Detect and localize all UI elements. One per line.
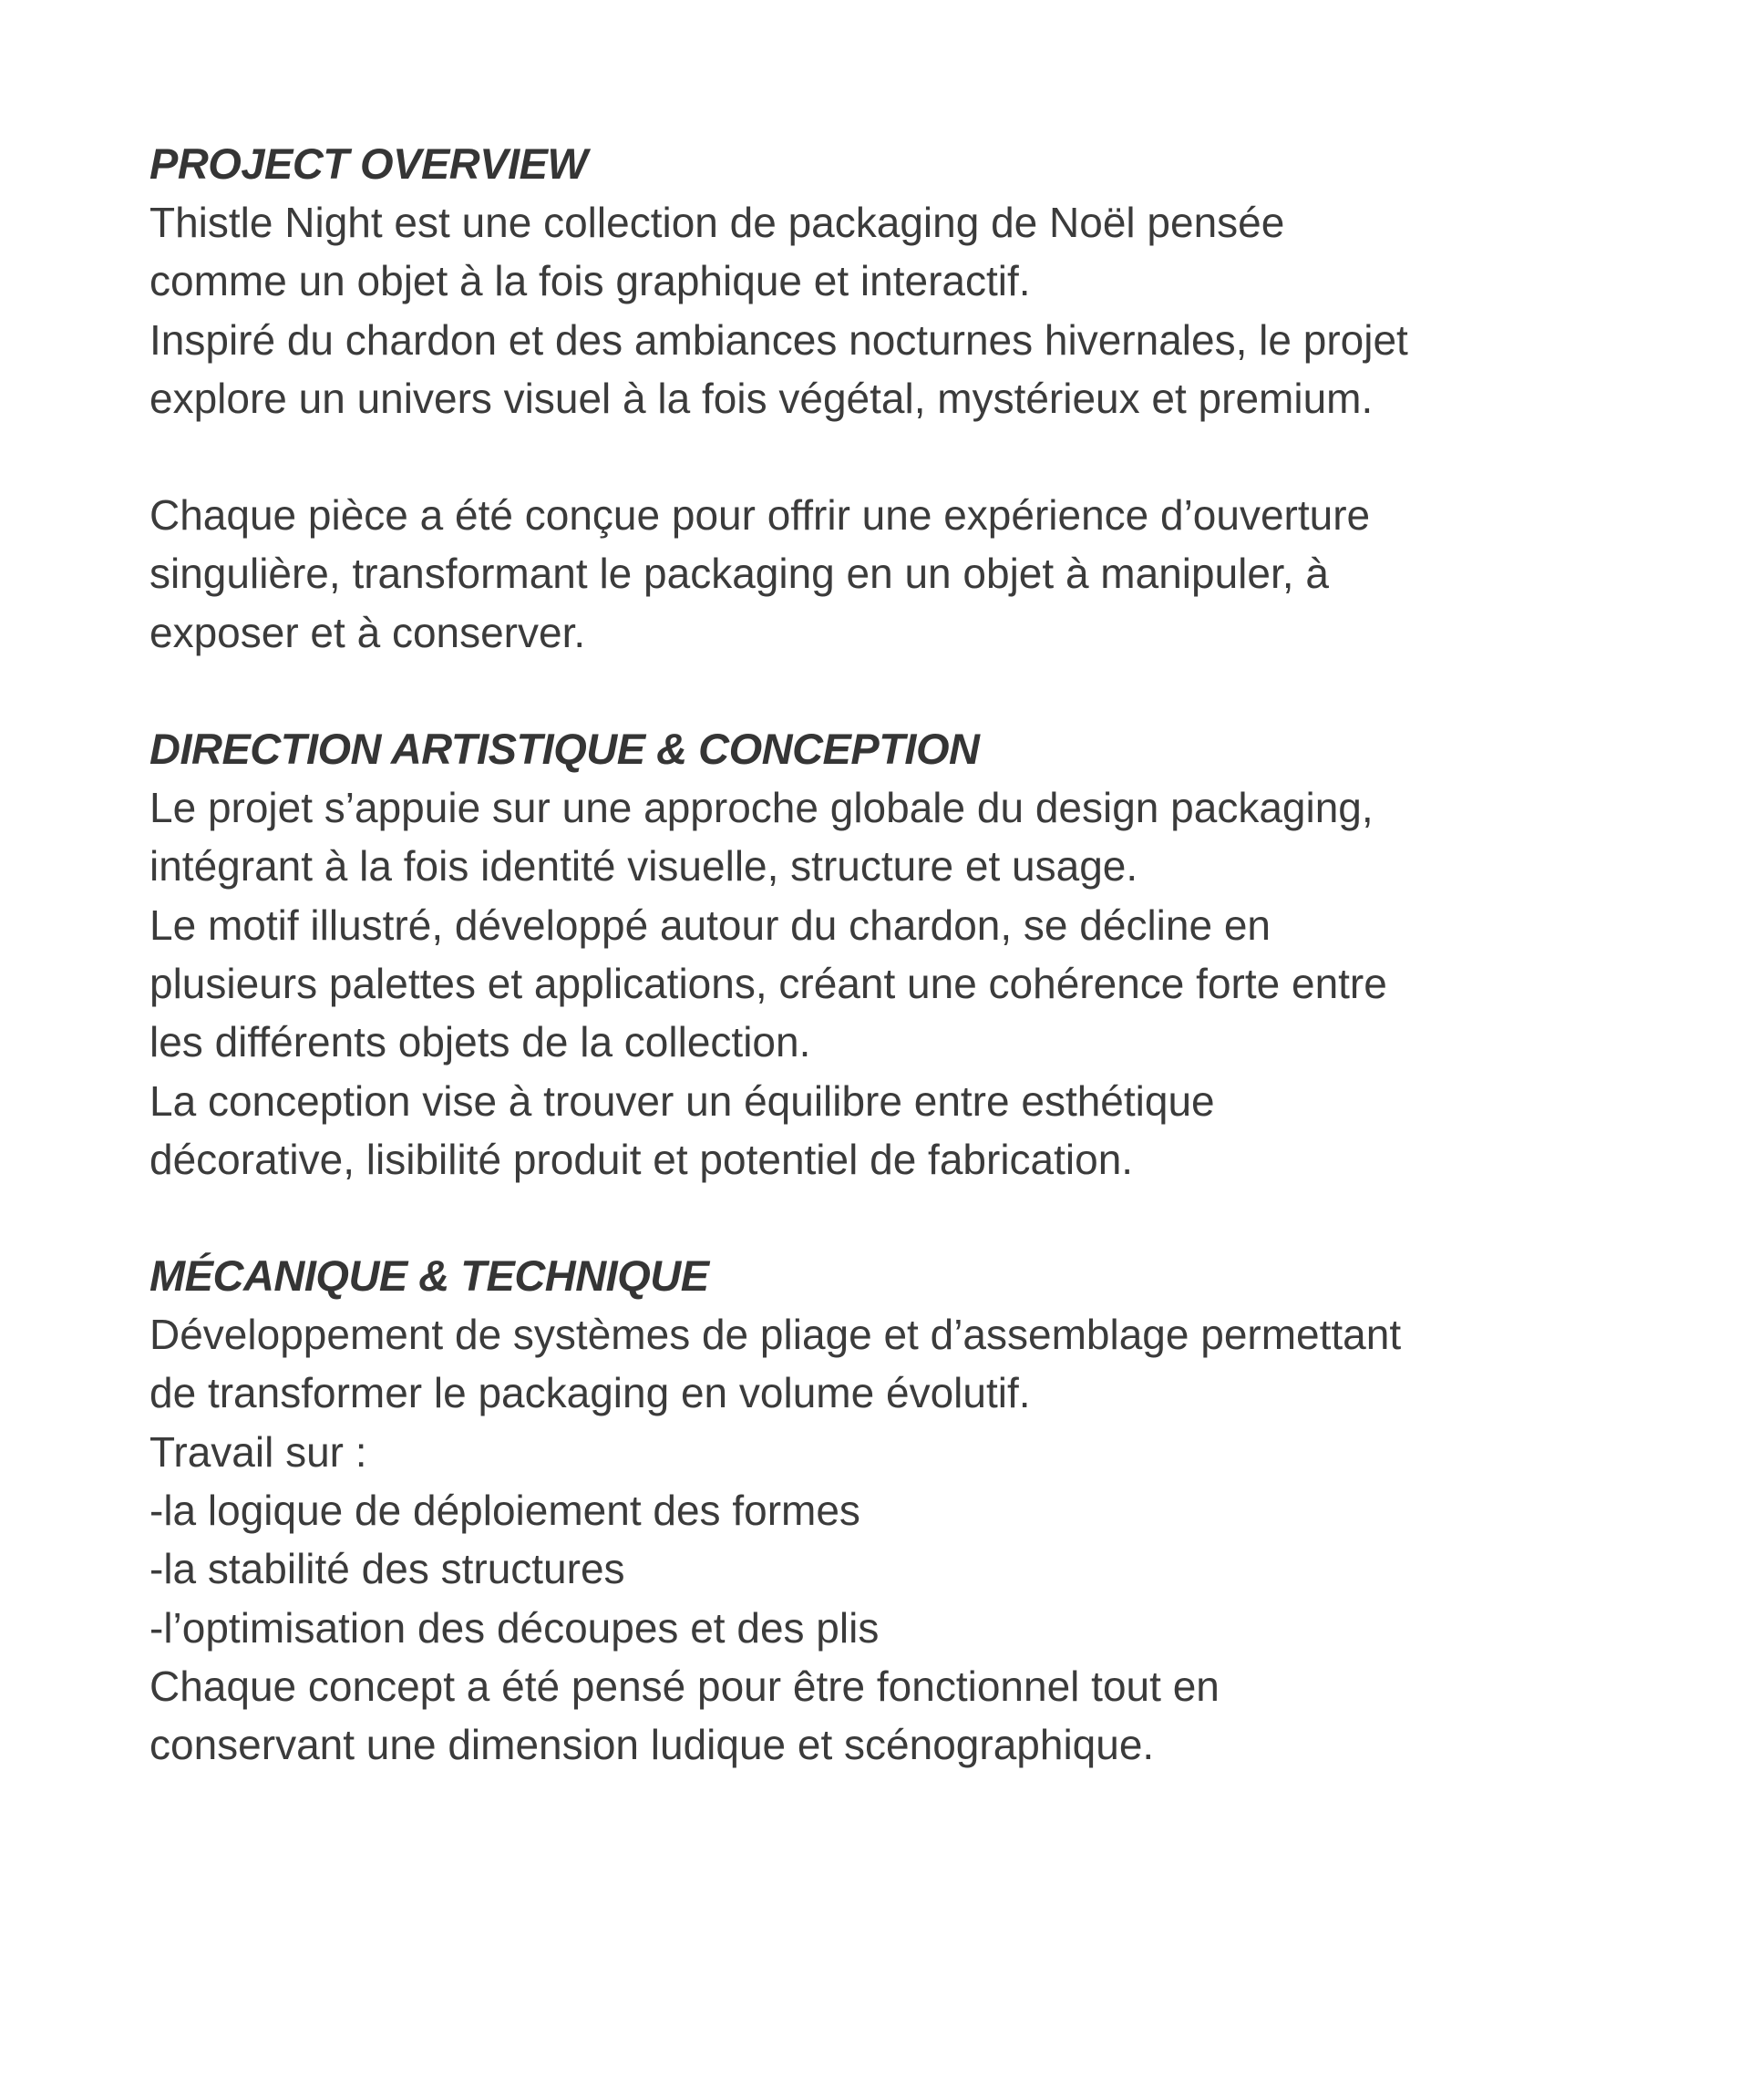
section-title: PROJECT OVERVIEW [149, 139, 588, 188]
text-line: singulière, transformant le packaging en un objet à manipuler, à [149, 550, 1329, 598]
paragraph-spacer [149, 427, 1626, 486]
text-line: Chaque pièce a été conçue pour offrir une expérience d’ouverture [149, 491, 1371, 540]
section-title: MÉCANIQUE & TECHNIQUE [149, 1251, 709, 1301]
text-line: Thistle Night est une collection de packaging de Noël pensée [149, 199, 1285, 246]
text-line: Chaque concept a été pensé pour être fonctionnel tout en [149, 1662, 1220, 1710]
text-line: plusieurs palettes et applications, créant une cohérence forte entre [149, 959, 1387, 1007]
paragraph [149, 1305, 1626, 1774]
paragraph [149, 778, 1626, 1189]
text-line: Développement de systèmes de pliage et d’assemblage permettant [149, 1311, 1402, 1359]
text-line: exposer et à conserver. [149, 608, 586, 656]
list-item: -l’optimisation des découpes et des plis [149, 1603, 880, 1652]
section-mecanique-technique [149, 1247, 1626, 1774]
text-line: La conception vise à trouver un équilibre entre esthétique [149, 1076, 1215, 1125]
text-line: Le projet s’appuie sur une approche globale du design packaging, [149, 784, 1374, 832]
text-line: explore un univers visuel à la fois végétal, mystérieux et premium. [149, 374, 1374, 422]
paragraph [149, 486, 1626, 662]
text-line: les différents objets de la collection. [149, 1018, 811, 1066]
text-line: conservant une dimension ludique et scénographique. [149, 1721, 1155, 1769]
section-title: DIRECTION ARTISTIQUE & CONCEPTION [149, 725, 980, 774]
text-line: Inspiré du chardon et des ambiances nocturnes hivernales, le projet [149, 315, 1408, 364]
document-page [149, 135, 1626, 1775]
section-project-overview [149, 135, 1626, 662]
paragraph [149, 193, 1626, 427]
list-item: -la logique de déploiement des formes [149, 1487, 860, 1535]
text-line: décorative, lisibilité produit et potentiel de fabrication. [149, 1135, 1134, 1183]
text-line: intégrant à la fois identité visuelle, structure et usage. [149, 842, 1138, 890]
text-line: Le motif illustré, développé autour du chardon, se décline en [149, 901, 1271, 949]
section-spacer [149, 1189, 1626, 1247]
list-item: -la stabilité des structures [149, 1545, 625, 1593]
section-direction-artistique [149, 720, 1626, 1189]
text-line: de transformer le packaging en volume évolutif. [149, 1369, 1031, 1417]
section-spacer [149, 662, 1626, 720]
text-line: Travail sur : [149, 1427, 367, 1476]
text-line: comme un objet à la fois graphique et interactif. [149, 257, 1031, 305]
